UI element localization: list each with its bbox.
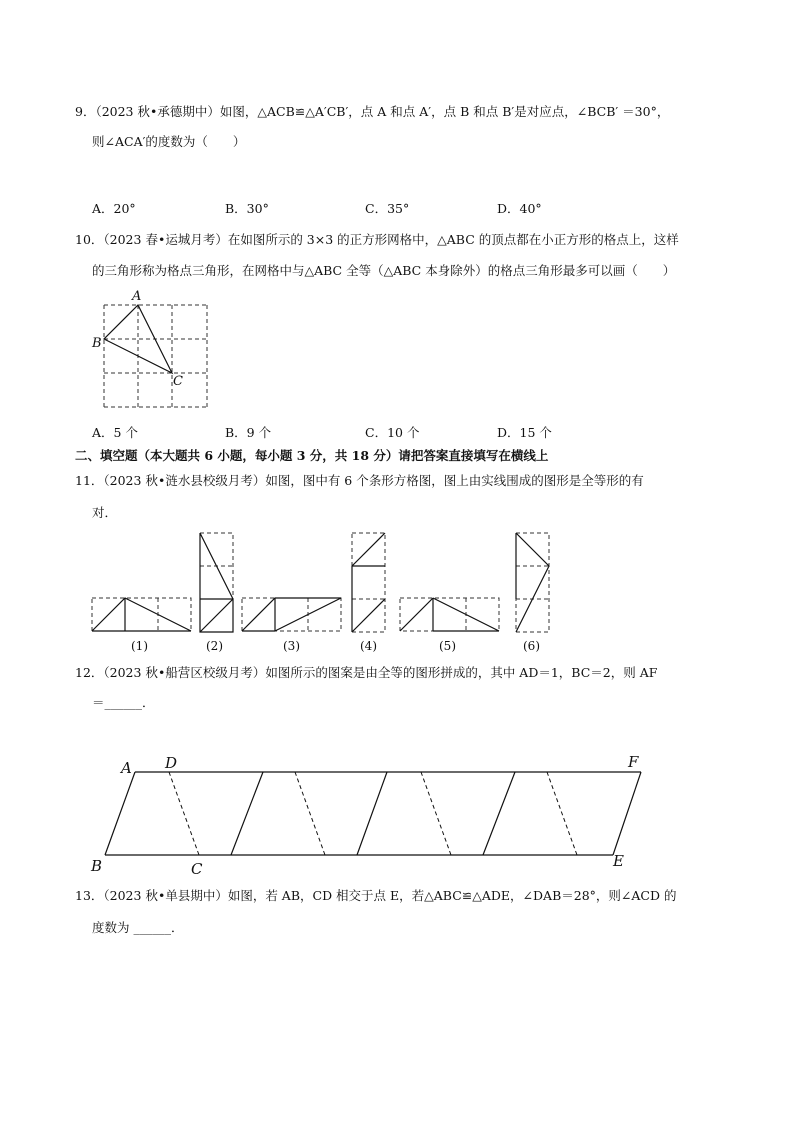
caption-6: (6) (523, 639, 540, 653)
q12-stem-line2: ＝______． (92, 695, 155, 710)
q12-parallelogram-figure (85, 745, 645, 885)
q9-stem-line1: 9．（2023 秋•承德期中）如图，△ACB≌△A′CB′，点 A 和点 A′，点 B 和点 B′是对应点，∠BCB′ ＝30°， (75, 104, 670, 119)
q10-option-c[interactable]: C．10 个 (365, 425, 420, 440)
label-e: E (613, 852, 624, 870)
q9-option-c[interactable]: C．35° (365, 201, 410, 216)
q13-stem-line1: 13．（2023 秋•单县期中）如图，若 AB，CD 相交于点 E，若△ABC≌△ADE，∠DAB＝28°，则∠ACD 的 (75, 888, 677, 903)
label-f: F (628, 753, 639, 771)
strip-6 (516, 533, 549, 632)
caption-5: (5) (439, 639, 456, 653)
strip-2 (200, 533, 233, 632)
caption-4: (4) (360, 639, 377, 653)
label-a: A (121, 759, 132, 777)
label-b: B (91, 857, 103, 875)
strip-5 (400, 598, 499, 631)
strip-1 (92, 598, 191, 631)
q9-option-d[interactable]: D．40° (497, 201, 542, 216)
q10-grid-figure (90, 288, 210, 408)
label-a: A (132, 289, 142, 304)
q10-option-d[interactable]: D．15 个 (497, 425, 552, 440)
q10-option-a[interactable]: A．5 个 (92, 425, 138, 440)
strip-4 (352, 533, 385, 632)
q11-strip-figures (90, 530, 570, 655)
caption-2: (2) (206, 639, 223, 653)
label-c: C (191, 860, 203, 878)
q13-stem-line2: 度数为 ______． (92, 920, 184, 935)
section-2-title: 二、填空题（本大题共 6 小题，每小题 3 分，共 18 分）请把答案直接填写在横线上 (75, 448, 549, 463)
q9-stem-line2: 则∠ACA′的度数为（ ） (92, 134, 246, 149)
q11-stem-line1: 11．（2023 秋•涟水县校级月考）如图，图中有 6 个条形方格图，图上由实线围成的图形是全等形的有 (75, 473, 644, 488)
q10-option-b[interactable]: B．9 个 (225, 425, 272, 440)
label-d: D (165, 754, 178, 772)
caption-3: (3) (283, 639, 300, 653)
q11-stem-line2: 对． (92, 505, 118, 520)
caption-1: (1) (131, 639, 148, 653)
q9-option-b[interactable]: B．30° (225, 201, 269, 216)
q10-stem-line2: 的三角形称为格点三角形，在网格中与△ABC 全等（△ABC 本身除外）的格点三角形最多可以画（ ） (92, 263, 676, 278)
strip-3 (242, 598, 341, 631)
q10-stem-line1: 10．（2023 春•运城月考）在如图所示的 3×3 的正方形网格中，△ABC 的顶点都在小正方形的格点上，这样 (75, 232, 679, 247)
label-c: C (173, 374, 183, 389)
q9-option-a[interactable]: A．20° (92, 201, 136, 216)
q12-stem-line1: 12．（2023 秋•船营区校级月考）如图所示的图案是由全等的图形拼成的，其中 AD＝1，BC＝2，则 AF (75, 665, 658, 680)
label-b: B (92, 336, 102, 351)
